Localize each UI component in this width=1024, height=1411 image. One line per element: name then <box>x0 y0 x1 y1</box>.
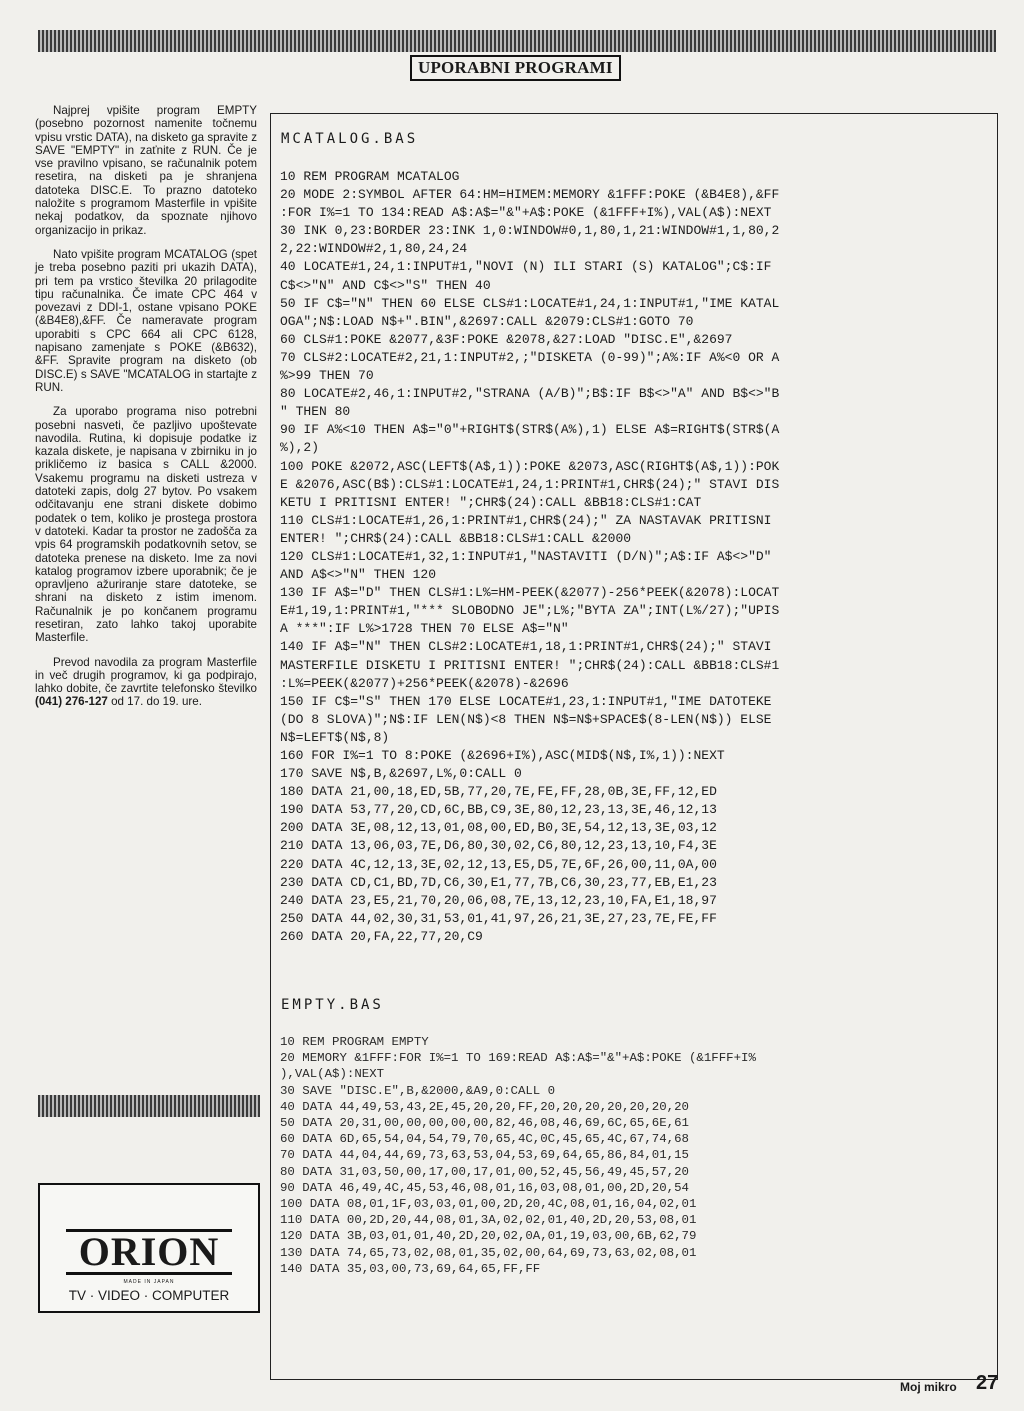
code-listing-empty: 10 REM PROGRAM EMPTY 20 MEMORY &1FFF:FOR I%=1 TO 169:READ A$:A$="&"+A$:POKE (&1FFF+I% ),VAL(A$):NEXT 30 SAVE "DISC.E",B,&2000,&A9,0:CALL 0 40 DATA 44,49,53,43,2E,45,20,20,FF,20,20,20,20,20,20,20 50 DATA 20,31,00,00,00,00,00,82,46,08,46,69,6C,65,6E,61 60 DATA 6D,65,54,04,54,79,70,65,4C,0C,45,65,4C,67,74,68 70 DATA 44,04,44,69,73,63,53,04,53,69,64,65,86,84,01,15 80 DATA 31,03,50,00,17,00,17,01,00,52,45,56,49,45,57,20 90 DATA 46,49,4C,45,53,46,08,01,16,03,08,01,00,2D,20,54 100 DATA 08,01,1F,03,03,01,00,2D,20,4C,08,01,16,04,02,01 110 DATA 00,2D,20,44,08,01,3A,02,02,01,40,2D,20,53,08,01 120 DATA 3B,03,01,01,40,2D,20,02,0A,01,19,03,00,6B,62,79 130 DATA 74,65,73,02,08,01,35,02,00,64,69,73,63,02,08,01 140 DATA 35,03,00,73,69,64,65,FF,FF <box>280 1035 756 1276</box>
orion-logo: ORION <box>66 1229 232 1275</box>
orion-tagline: TV · VIDEO · COMPUTER <box>68 1288 230 1303</box>
orion-made-in: MADE IN JAPAN <box>123 1279 175 1285</box>
orion-advert <box>38 1183 260 1313</box>
sidebar-stripe-bar <box>38 1095 260 1117</box>
header-stripe-bar <box>38 30 996 52</box>
instructions-paragraph: Za uporabo programa niso potrebni posebni nasveti, če pazljivo upoštevate navodila. Rutina, ki dopisuje podatke iz kazala diskete, je napisana v zbirniku in jo prikličemo iz basica s CALL &2000. Vsakemu programu na disketi ustreza v datoteki zapis, dolg 27 bytov. Po vsakem odčitavanju ene strani diskete dobimo podatek o tem, koliko je prostega prostora v datoteki. Kadar ta prostor ne zadošča za vpis 64 programskih podatkovnih setov, se datoteka prenese na disketo. Ime za novi katalog programov izbere uporabnik; če je opravljeno ažuriranje stare datoteke, se shrani na disketo z istim imenom. Računalnik je po končanem programu resetiran, zato lahko takoj uporabite Masterfile. <box>35 405 257 645</box>
listing-title-empty: EMPTY.BAS <box>281 997 384 1013</box>
page-number: 27 <box>976 1372 999 1394</box>
contact-prefix: Prevod navodila za program Masterfile in več drugih programov, ki ga podpirajo, lahko dobite, če zavrtite telefonsko številko <box>35 655 257 696</box>
contact-suffix: od 17. do 19. ure. <box>107 695 202 709</box>
magazine-name: Moj mikro <box>900 1380 957 1394</box>
instructions-paragraph: Najprej vpišite program EMPTY (posebno pozornost namenite točnemu vpisu vrstic DATA), na disketo ga spravite z SAVE "EMPTY" in zaťnite z RUN. Če je vse pravilno vpisano, se računalnik potem resetira, na disketi pa je shranjena datoteka DISC.E. To prazno datoteko naložite s programom Masterfile in vpišite nekaj podatkov, da spoznate njihovo organizacijo in prikaz. <box>35 104 257 237</box>
instructions-paragraph: Nato vpišite program MCATALOG (spet je treba posebno paziti pri ukazih DATA), pri tem pa vrstico številka 20 prilagodite tipu računalnika. Če imate CPC 464 v povezavi z DDI-1, ostane vpisano POKE (&B4E8),&FF. Če nameravate program uporabiti s CPC 664 ali CPC 6128, napisano zamenjate s POKE (&B632), &FF. Spravite program na disketo (ob DISC.E) s SAVE "MCATALOG in startajte z RUN. <box>35 247 257 394</box>
instructions-column <box>35 104 257 720</box>
section-title: UPORABNI PROGRAMI <box>410 55 621 81</box>
instructions-paragraph-contact <box>35 656 257 709</box>
code-listing-mcatalog: 10 REM PROGRAM MCATALOG 20 MODE 2:SYMBOL AFTER 64:HM=HIMEM:MEMORY &1FFF:POKE (&B4E8),&FF :FOR I%=1 TO 134:READ A$:A$="&"+A$:POKE (&1FFF+I%),VAL(A$):NEXT 30 INK 0,23:BORDER 23:INK 1,0:WINDOW#0,1,80,1,21:WINDOW#1,1,80,2 2,22:WINDOW#2,1,80,24,24 40 LOCATE#1,24,1:INPUT#1,"NOVI (N) ILI STARI (S) KATALOG";C$:IF C$<>"N" AND C$<>"S" THEN 40 50 IF C$="N" THEN 60 ELSE CLS#1:LOCATE#1,24,1:INPUT#1,"IME KATAL OGA";N$:LOAD N$+".BIN",&2697:CALL &2079:CLS#1:GOTO 70 60 CLS#1:POKE &2077,&3F:POKE &2078,&27:LOAD "DISC.E",&2697 70 CLS#2:LOCATE#2,21,1:INPUT#2,;"DISKETA (0-99)";A%:IF A%<0 OR A %>99 THEN 70 80 LOCATE#2,46,1:INPUT#2,"STRANA (A/B)";B$:IF B$<>"A" AND B$<>"B " THEN 80 90 IF A%<10 THEN A$="0"+RIGHT$(STR$(A%),1) ELSE A$=RIGHT$(STR$(A %),2) 100 POKE &2072,ASC(LEFT$(A$,1)):POKE &2073,ASC(RIGHT$(A$,1)):POK E &2076,ASC(B$):CLS#1:LOCATE#1,24,1:PRINT#1,CHR$(24);" STAVI DIS KETU I PRITISNI ENTER! ";CHR$(24):CALL &BB18:CLS#1:CAT 110 CLS#1:LOCATE#1,26,1:PRINT#1,CHR$(24);" ZA NASTAVAK PRITISNI ENTER! ";CHR$(24):CALL &BB18:CLS#1:CALL &2000 120 CLS#1:LOCATE#1,32,1:INPUT#1,"NASTAVITI (D/N)";A$:IF A$<>"D" AND A$<>"N" THEN 120 130 IF A$="D" THEN CLS#1:L%=HM-PEEK(&2077)-256*PEEK(&2078):LOCAT E#1,19,1:PRINT#1,"*** SLOBODNO JE";L%;"BYTA ZA";INT(L%/27);"UPIS A ***":IF L%>1728 THEN 70 ELSE A$="N" 140 IF A$="N" THEN CLS#2:LOCATE#1,18,1:PRINT#1,CHR$(24);" STAVI MASTERFILE DISKETU I PRITISNI ENTER! ";CHR$(24):CALL &BB18:CLS#1 :L%=PEEK(&2077)+256*PEEK(&2078)-&2696 150 IF C$="S" THEN 170 ELSE LOCATE#1,23,1:INPUT#1,"IME DATOTEKE (DO 8 SLOVA)";N$:IF LEN(N$)<8 THEN N$=N$+SPACE$(8-LEN(N$)) ELSE N$=LEFT$(N$,8) 160 FOR I%=1 TO 8:POKE (&2696+I%),ASC(MID$(N$,I%,1)):NEXT 170 SAVE N$,B,&2697,L%,0:CALL 0 180 DATA 21,00,18,ED,5B,77,20,7E,FE,FF,28,0B,3E,FF,12,ED 190 DATA 53,77,20,CD,6C,BB,C9,3E,80,12,23,13,3E,46,12,13 200 DATA 3E,08,12,13,01,08,00,ED,B0,3E,54,12,13,3E,03,12 210 DATA 13,06,03,7E,D6,80,30,02,C6,80,12,23,13,10,F4,3E 220 DATA 4C,12,13,3E,02,12,13,E5,D5,7E,6F,26,00,11,0A,00 230 DATA CD,C1,BD,7D,C6,30,E1,77,7B,C6,30,23,77,EB,E1,23 240 DATA 23,E5,21,70,20,06,08,7E,13,12,23,10,FA,E1,18,97 250 DATA 44,02,30,31,53,01,41,97,26,21,3E,27,23,7E,FE,FF 260 DATA 20,FA,22,77,20,C9 <box>280 169 780 944</box>
phone-number: (041) 276-127 <box>35 695 108 709</box>
listing-title-mcatalog: MCATALOG.BAS <box>281 131 419 147</box>
